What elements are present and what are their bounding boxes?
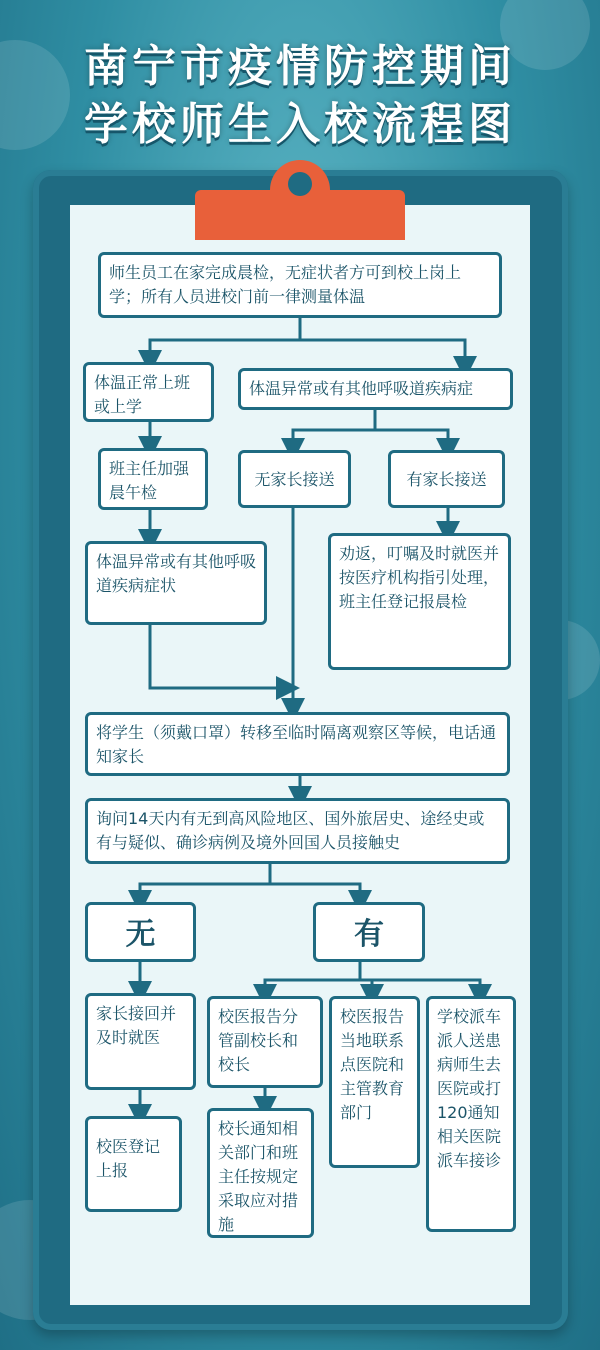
step-no-parent: 无家长接送 xyxy=(238,450,351,508)
step-has-parent: 有家长接送 xyxy=(388,450,505,508)
step-teacher-check: 班主任加强晨午检 xyxy=(98,448,208,510)
step-ask-history: 询问14天内有无到高风险地区、国外旅居史、途经史或有与疑似、确诊病例及境外回国人员接触史 xyxy=(85,798,510,864)
step-doctor-register: 校医登记上报 xyxy=(85,1116,182,1212)
page-title-line2: 学校师生入校流程图 xyxy=(84,99,516,150)
step-principal-notify: 校长通知相关部门和班主任按规定采取应对措施 xyxy=(207,1108,314,1238)
step-temp-normal: 体温正常上班或上学 xyxy=(83,362,214,422)
step-isolate: 将学生（须戴口罩）转移至临时隔离观察区等候，电话通知家长 xyxy=(85,712,510,776)
step-temp-abnormal: 体温异常或有其他呼吸道疾病症 xyxy=(238,368,513,410)
option-yes: 有 xyxy=(313,902,425,962)
step-temp-abnormal-again: 体温异常或有其他呼吸道疾病症状 xyxy=(85,541,267,625)
step-school-car: 学校派车派人送患病师生去医院或打120通知相关医院派车接诊 xyxy=(426,996,516,1232)
option-no: 无 xyxy=(85,902,196,962)
step-report-hospital: 校医报告当地联系点医院和主管教育部门 xyxy=(329,996,420,1168)
step-report-principal: 校医报告分管副校长和校长 xyxy=(207,996,323,1088)
step-morning-check: 师生员工在家完成晨检，无症状者方可到校上岗上学；所有人员进校门前一律测量体温 xyxy=(98,252,502,318)
step-parent-pickup: 家长接回并及时就医 xyxy=(85,993,196,1090)
page-title-line1: 南宁市疫情防控期间 xyxy=(84,41,516,92)
step-dissuade: 劝返，叮嘱及时就医并按医疗机构指引处理，班主任登记报晨检 xyxy=(328,533,511,670)
